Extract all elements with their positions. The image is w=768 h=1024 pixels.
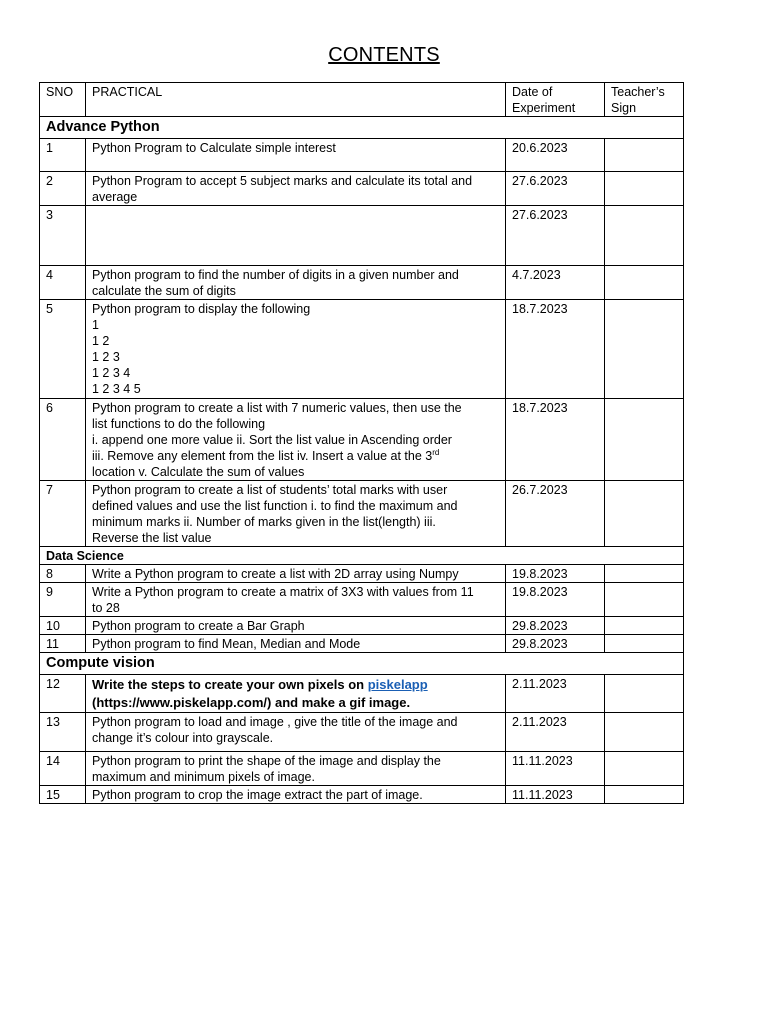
header-sign: [605, 83, 684, 117]
practical-line: 1 2 3 4 5: [92, 382, 141, 396]
header-date-line2: Experiment: [512, 101, 576, 115]
practical-line: average: [92, 190, 138, 204]
table-row: [40, 583, 684, 617]
table-row: [40, 481, 684, 547]
cell-date: 29.8.2023: [506, 635, 605, 653]
header-sign-line1: Teacher’s: [611, 85, 665, 99]
practical-line: Python program to display the following: [92, 302, 311, 316]
practical-line: minimum marks ii. Number of marks given in the list(length) iii.: [92, 515, 436, 529]
header-sno: SNO: [40, 83, 86, 117]
contents-table: [39, 82, 684, 804]
cell-practical: [86, 752, 506, 786]
cell-date: 2.11.2023: [506, 713, 605, 752]
cell-sno: 2: [40, 172, 86, 206]
cell-date: 11.11.2023: [506, 752, 605, 786]
header-date-line1: Date of: [512, 85, 553, 99]
cell-sign: [605, 300, 684, 399]
practical-line: Python program to load and image , give the title of the image and: [92, 715, 458, 729]
ordinal-superscript: rd: [432, 447, 440, 457]
practical-line: to 28: [92, 601, 120, 615]
section-row-advance-python: [40, 117, 684, 139]
practical-line: Python program to create a list of students’ total marks with user: [92, 483, 448, 497]
practical-line: Write a Python program to create a list with 2D array using Numpy: [92, 567, 459, 581]
cell-sno: 13: [40, 713, 86, 752]
practical-line: 1: [92, 318, 99, 332]
section-row-compute-vision: [40, 653, 684, 675]
table-row: [40, 675, 684, 713]
cell-practical: [86, 300, 506, 399]
practical-line-text: Write the steps to create your own pixels on: [92, 677, 368, 692]
table-row: [40, 300, 684, 399]
page-title: CONTENTS: [328, 44, 440, 66]
cell-practical: [86, 635, 506, 653]
cell-sno: 5: [40, 300, 86, 399]
cell-practical: [86, 172, 506, 206]
table-row: [40, 266, 684, 300]
table-row: [40, 139, 684, 172]
practical-line: Python Program to Calculate simple interest: [92, 141, 336, 155]
table-row: [40, 786, 684, 804]
cell-sign: [605, 266, 684, 300]
practical-line: defined values and use the list function i. to find the maximum and: [92, 499, 458, 513]
section-row-data-science: [40, 547, 684, 565]
practical-line: Python program to crop the image extract the part of image.: [92, 788, 423, 802]
table-row: [40, 172, 684, 206]
cell-date: 19.8.2023: [506, 565, 605, 583]
practical-line: 1 2 3: [92, 350, 120, 364]
cell-date: 18.7.2023: [506, 300, 605, 399]
cell-sno: 9: [40, 583, 86, 617]
table-row: [40, 206, 684, 266]
cell-practical: [86, 675, 506, 713]
cell-sign: [605, 583, 684, 617]
practical-line: i. append one more value ii. Sort the list value in Ascending order: [92, 433, 452, 447]
header-date: [506, 83, 605, 117]
cell-sno: 11: [40, 635, 86, 653]
table-row: [40, 399, 684, 481]
practical-line: Python program to create a Bar Graph: [92, 619, 305, 633]
cell-sign: [605, 752, 684, 786]
cell-date: 11.11.2023: [506, 786, 605, 804]
cell-practical: [86, 266, 506, 300]
cell-sign: [605, 786, 684, 804]
table-row: [40, 752, 684, 786]
piskelapp-link[interactable]: piskelapp: [367, 677, 428, 692]
practical-line: Write a Python program to create a matrix of 3X3 with values from 11: [92, 585, 474, 599]
header-practical: PRACTICAL: [86, 83, 506, 117]
cell-practical: [86, 617, 506, 635]
cell-practical: [86, 481, 506, 547]
cell-sno: 12: [40, 675, 86, 713]
cell-sno: 7: [40, 481, 86, 547]
practical-line-text: iii. Remove any element from the list iv. Insert a value at the 3: [92, 449, 433, 463]
cell-sign: [605, 206, 684, 266]
cell-date: 19.8.2023: [506, 583, 605, 617]
practical-line: list functions to do the following: [92, 417, 266, 431]
cell-date: 2.11.2023: [506, 675, 605, 713]
cell-sign: [605, 172, 684, 206]
cell-sno: 6: [40, 399, 86, 481]
cell-practical: [86, 713, 506, 752]
cell-practical: [86, 583, 506, 617]
practical-line: Reverse the list value: [92, 531, 212, 545]
cell-practical: [86, 565, 506, 583]
cell-date: 20.6.2023: [506, 139, 605, 172]
cell-sign: [605, 675, 684, 713]
practical-line: Python program to find Mean, Median and Mode: [92, 637, 361, 651]
cell-sno: 15: [40, 786, 86, 804]
cell-sno: 8: [40, 565, 86, 583]
cell-date: 29.8.2023: [506, 617, 605, 635]
practical-line: [92, 448, 499, 464]
practical-line: Python program to print the shape of the image and display the: [92, 754, 441, 768]
practical-line: Python Program to accept 5 subject marks and calculate its total and: [92, 174, 473, 188]
practical-line: (https://www.piskelapp.com/) and make a gif image.: [92, 695, 411, 710]
cell-sign: [605, 617, 684, 635]
cell-sign: [605, 565, 684, 583]
cell-date: 26.7.2023: [506, 481, 605, 547]
cell-sno: 10: [40, 617, 86, 635]
cell-sno: 3: [40, 206, 86, 266]
practical-line: calculate the sum of digits: [92, 284, 236, 298]
cell-sign: [605, 713, 684, 752]
cell-date: 27.6.2023: [506, 172, 605, 206]
cell-date: 18.7.2023: [506, 399, 605, 481]
cell-sno: 4: [40, 266, 86, 300]
cell-sign: [605, 635, 684, 653]
practical-line: location v. Calculate the sum of values: [92, 465, 305, 479]
section-title: Data Science: [40, 547, 684, 565]
practical-line: Python program to find the number of digits in a given number and: [92, 268, 459, 282]
section-title: Compute vision: [40, 653, 684, 675]
practical-line: [92, 676, 499, 694]
cell-date: 27.6.2023: [506, 206, 605, 266]
table-row: [40, 713, 684, 752]
cell-sign: [605, 399, 684, 481]
cell-sign: [605, 481, 684, 547]
cell-practical: [86, 139, 506, 172]
cell-practical: [86, 399, 506, 481]
table-row: [40, 565, 684, 583]
cell-practical: [86, 786, 506, 804]
table-row: [40, 617, 684, 635]
table-header-row: [40, 83, 684, 117]
table-row: [40, 635, 684, 653]
practical-line: 1 2: [92, 334, 110, 348]
practical-line: 1 2 3 4: [92, 366, 131, 380]
practical-line: Python program to create a list with 7 numeric values, then use the: [92, 401, 462, 415]
cell-practical: [86, 206, 506, 266]
practical-line: change it’s colour into grayscale.: [92, 731, 274, 745]
cell-sno: 14: [40, 752, 86, 786]
cell-sign: [605, 139, 684, 172]
cell-date: 4.7.2023: [506, 266, 605, 300]
header-sign-line2: Sign: [611, 101, 637, 115]
cell-sno: 1: [40, 139, 86, 172]
practical-line: maximum and minimum pixels of image.: [92, 770, 315, 784]
section-title: Advance Python: [40, 117, 684, 139]
